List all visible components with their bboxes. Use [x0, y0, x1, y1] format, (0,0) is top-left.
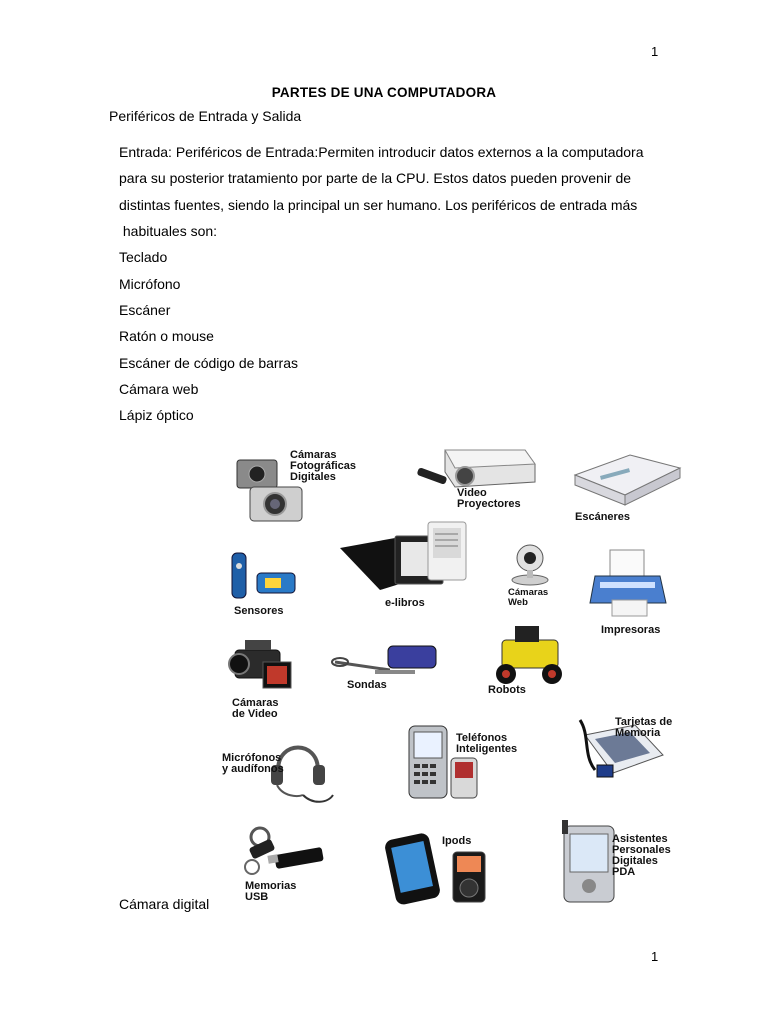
caption-asistentes: Asistentes Personales Digitales PDA	[612, 833, 671, 878]
paragraph-line: distintas fuentes, siendo la principal un ser humano. Los periféricos de entrada más	[119, 197, 638, 213]
ebook-icon	[340, 518, 470, 593]
list-item: Lápiz óptico	[119, 407, 194, 423]
list-item-last: Cámara digital	[119, 896, 210, 912]
list-item: Escáner	[119, 302, 171, 318]
probe-icon	[330, 640, 440, 682]
sensor-icon	[227, 548, 302, 603]
caption-tarjetas-memoria: Tarjetas de Memoria	[615, 716, 673, 739]
usb-drive-icon	[240, 825, 330, 880]
section-subtitle: Periféricos de Entrada y Salida	[109, 108, 302, 124]
page-number-bottom: 1	[651, 949, 659, 964]
caption-sondas: Sondas	[347, 679, 387, 691]
webcam-icon	[505, 542, 555, 587]
caption-impresoras: Impresoras	[601, 624, 661, 636]
caption-telefonos: Teléfonos Inteligentes	[456, 732, 518, 755]
robot-icon	[490, 620, 570, 690]
page-number-top: 1	[651, 44, 659, 59]
caption-e-libros: e-libros	[385, 597, 425, 609]
ipod-icon	[385, 828, 490, 908]
peripherals-collage	[205, 430, 695, 920]
pda-icon	[560, 820, 620, 905]
paragraph-line: para su posterior tratamiento por parte de la CPU. Estos datos pueden provenir de	[119, 170, 632, 186]
caption-camaras-fotograficas: Cámaras Fotográficas Digitales	[290, 449, 357, 483]
caption-escaneres: Escáneres	[575, 511, 631, 523]
video-camera-icon	[225, 638, 300, 698]
list-item: Micrófono	[119, 276, 181, 292]
document-title: PARTES DE UNA COMPUTADORA	[271, 85, 497, 100]
caption-memorias-usb: Memorias USB	[245, 880, 297, 903]
caption-ipods: Ipods	[442, 835, 472, 847]
scanner-icon	[570, 450, 682, 510]
caption-camaras-web: Cámaras Web	[508, 587, 549, 608]
paragraph-line: Entrada: Periféricos de Entrada:Permiten introducir datos externos a la computadora	[119, 144, 644, 160]
caption-robots: Robots	[488, 684, 526, 696]
list-item: Ratón o mouse	[119, 328, 214, 344]
caption-sensores: Sensores	[234, 605, 284, 617]
list-item: Cámara web	[119, 381, 199, 397]
list-item: Escáner de código de barras	[119, 355, 298, 371]
caption-video-proyectores: Video Proyectores	[457, 487, 521, 510]
printer-icon	[590, 548, 670, 620]
list-item: Teclado	[119, 249, 168, 265]
caption-camaras-video: Cámaras de Video	[232, 697, 279, 720]
paragraph-line: habituales son:	[119, 223, 218, 239]
caption-microfonos: Micrófonos y audífonos	[222, 752, 284, 775]
